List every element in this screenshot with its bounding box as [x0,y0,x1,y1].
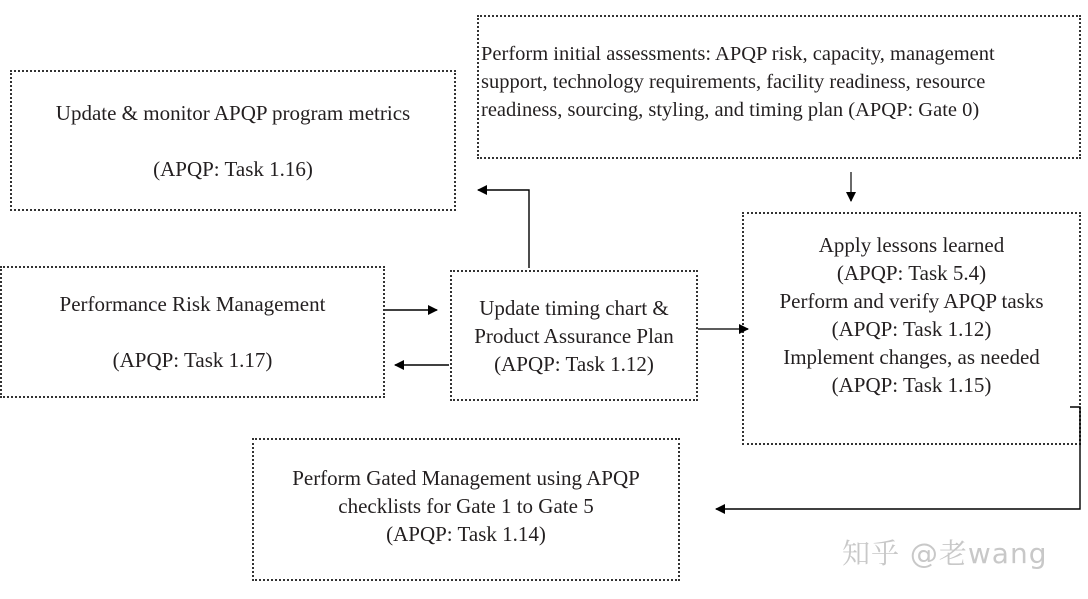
box-program-metrics-title: Update & monitor APQP program metrics [55,100,411,125]
box-risk-management [0,266,385,398]
box-lessons-line-1: Apply lessons learned [818,232,1005,257]
box-gated-management [252,438,680,581]
arrow-timing-to-metrics [478,190,529,268]
box-timing-chart [450,270,698,401]
watermark: 知乎 @老wang [842,537,1048,570]
box-initial-assessments [477,15,1081,159]
box-risk-title: Performance Risk Management [59,292,326,316]
box-gated-line-1: Perform Gated Management using APQP [292,465,640,490]
box-timing-line-2: Product Assurance Plan [474,323,674,348]
box-lessons-line-5: Implement changes, as needed [783,344,1040,369]
box-timing-line-3: (APQP: Task 1.12) [494,351,654,376]
box-initial-line-2: support, technology requirements, facility readiness, resource [481,71,986,93]
box-initial-line-1: Perform initial assessments: APQP risk, capacity, management [481,43,995,65]
box-timing-line-1: Update timing chart & [479,295,669,320]
box-gated-line-2: checklists for Gate 1 to Gate 5 [338,493,594,518]
box-program-metrics [10,70,456,211]
box-lessons-line-3: Perform and verify APQP tasks [779,288,1044,313]
box-lessons-learned [742,212,1081,445]
box-lessons-line-2: (APQP: Task 5.4) [836,260,987,285]
box-lessons-line-4: (APQP: Task 1.12) [831,316,992,341]
box-lessons-line-6: (APQP: Task 1.15) [831,372,992,397]
box-initial-line-3: readiness, sourcing, styling, and timing plan (APQP: Gate 0) [481,99,980,121]
box-program-metrics-ref: (APQP: Task 1.16) [153,156,313,181]
box-risk-ref: (APQP: Task 1.17) [112,348,273,372]
box-gated-line-3: (APQP: Task 1.14) [386,521,546,546]
